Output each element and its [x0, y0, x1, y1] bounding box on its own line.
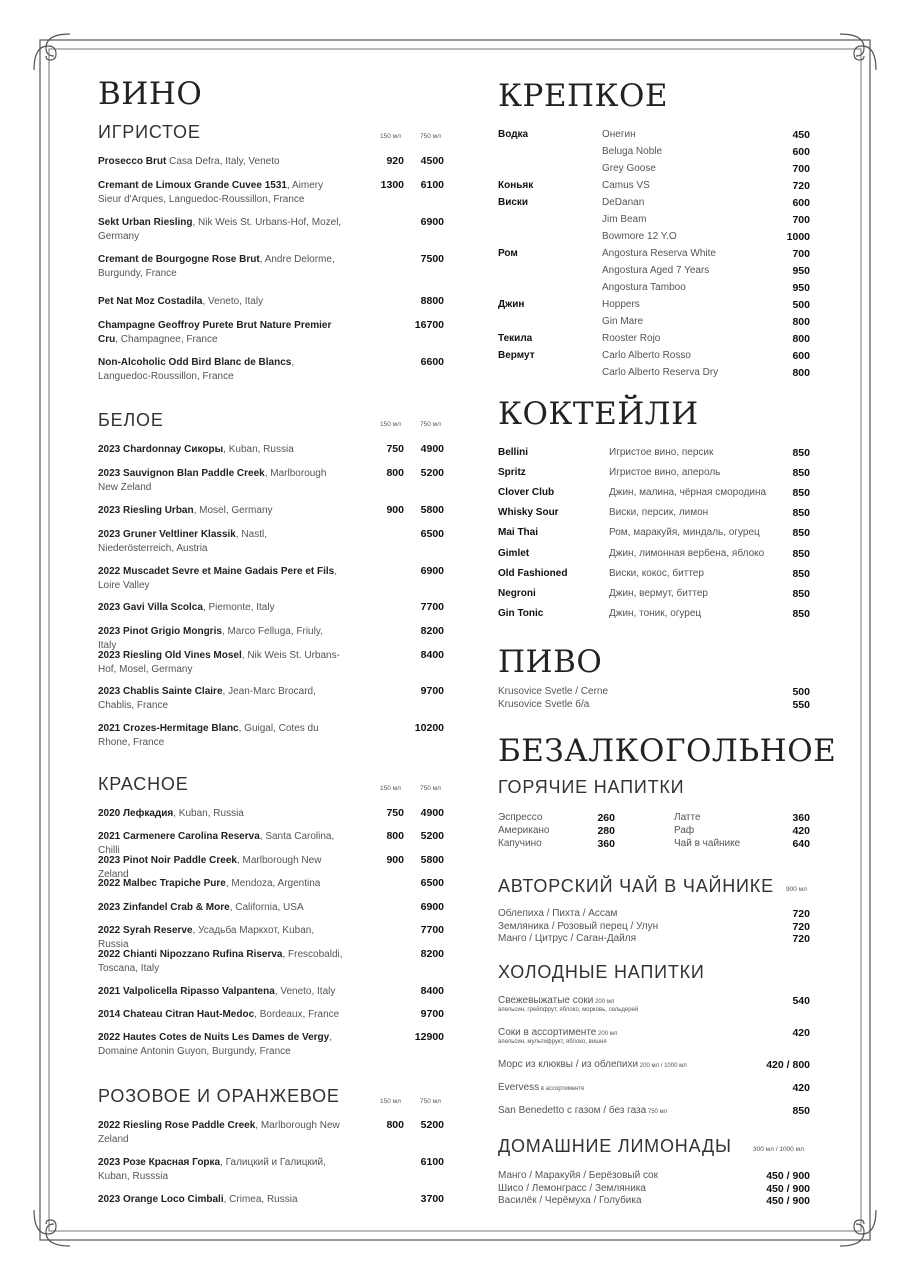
wine-origin: , Kuban, Russia [173, 808, 244, 819]
hot-drink-name: Американо [498, 824, 550, 836]
spirits-title: КРЕПКОЕ [498, 78, 669, 114]
cold-drink-item [498, 1082, 585, 1096]
wine-name: 2023 Розе Красная Горка [98, 1157, 221, 1168]
wine-name: 2023 Chablis Sainte Claire [98, 686, 223, 697]
spirit-name: Angostura Reserva White [602, 248, 716, 259]
cocktail-name: Whisky Sour [498, 507, 559, 519]
wine-item [98, 948, 343, 976]
cold-drink-name: San Benedetto с газом / без газа [498, 1105, 647, 1116]
lemonade-vol: 300 мл / 1000 мл [753, 1146, 804, 1153]
wine-name: Prosecco Brut [98, 156, 167, 167]
beer-name: Krusovice Svetle / Cerne [498, 686, 609, 697]
wine-origin: , Jean-Marc Brocard, Chablis, France [98, 686, 316, 711]
red-vol-750: 750 мл [420, 785, 441, 792]
tea-price: 720 [792, 933, 810, 945]
cocktail-ingredients: Джин, вермут, биттер [609, 587, 708, 599]
wine-origin: , Champagnee, France [115, 334, 218, 345]
wine-name: 2023 Chardonnay Сикоры [98, 444, 224, 455]
spirit-name: Angostura Aged 7 Years [602, 265, 710, 276]
price-750: 5800 [420, 854, 444, 866]
tea-price: 720 [792, 908, 810, 920]
spirit-price: 450 [792, 129, 810, 141]
cold-drink-price: 420 [792, 1082, 810, 1094]
wine-item [98, 565, 343, 593]
lemonade-name: Шисо / Лемонграсс / Земляника [498, 1182, 646, 1194]
price-750: 5200 [420, 1119, 444, 1131]
hot-drink-price: 360 [792, 812, 810, 824]
wine-title: ВИНО [98, 76, 203, 112]
spirit-category: Виски [498, 197, 529, 208]
spirit-name: Carlo Alberto Rosso [602, 350, 691, 361]
spirit-price: 600 [792, 350, 810, 362]
rose-vol-150: 150 мл [380, 1098, 401, 1105]
sparkling-vol-750: 750 мл [420, 133, 441, 140]
sparkling-vol-150: 150 мл [380, 133, 401, 140]
beer-price: 550 [792, 698, 810, 711]
wine-origin: , Aimery Sieur d'Arques, Languedoc-Roussillon, France [98, 180, 324, 205]
price-750: 16700 [414, 319, 444, 331]
price-750: 10200 [414, 722, 444, 734]
hot-drink-price: 640 [792, 837, 810, 850]
wine-item [98, 179, 343, 207]
white-vol-750: 750 мл [420, 421, 441, 428]
cocktail-ingredients: Ром, маракуйя, миндаль, огурец [609, 527, 760, 539]
wine-origin: , Santa Carolina, Chilli [98, 831, 335, 856]
wine-item [98, 443, 343, 457]
cocktail-price: 850 [792, 447, 810, 459]
spirit-name: Онегин [602, 129, 636, 140]
spirit-name: Beluga Noble [602, 146, 663, 157]
cocktail-price: 850 [792, 587, 810, 600]
wine-item [98, 649, 343, 677]
price-750: 9700 [420, 685, 444, 697]
rose-vol-750: 750 мл [420, 1098, 441, 1105]
cocktail-price: 850 [792, 607, 810, 620]
price-150: 800 [386, 467, 404, 479]
spirit-price: 600 [792, 146, 810, 158]
wine-origin: , Nastl, Niederösterreich, Austria [98, 529, 267, 554]
wine-name: Pet Nat Moz Costadila [98, 296, 203, 307]
wine-origin: , Marco Felluga, Friuly, Italy [98, 626, 323, 651]
cocktail-name: Gimlet [498, 547, 530, 559]
cocktail-price: 850 [792, 527, 810, 540]
cold-drink-price: 420 [792, 1027, 810, 1039]
cold-drink-volume: 200 мл / 1000 мл [638, 1063, 687, 1069]
spirit-price: 720 [792, 180, 810, 192]
cocktail-ingredients: Джин, лимонная вербена, яблоко [609, 547, 765, 559]
tea-name: Облепиха / Пихта / Ассам [498, 908, 618, 919]
cold-drink-volume: 200 мл [593, 999, 615, 1005]
wine-origin: , Marlborough New Zeland [98, 1120, 340, 1145]
wine-item [98, 155, 343, 169]
wine-item [98, 319, 343, 347]
wine-origin: , Mendoza, Argentina [225, 878, 321, 889]
cold-drink-volume: 750 мл [646, 1109, 668, 1115]
hot-drink-price: 360 [597, 837, 615, 850]
price-750: 8400 [420, 985, 444, 997]
cold-drink-name: Свежевыжатые соки [498, 995, 594, 1006]
wine-item [98, 807, 343, 821]
tea-title: АВТОРСКИЙ ЧАЙ В ЧАЙНИКЕ [498, 876, 774, 896]
spirit-name: Bowmore 12 Y.O [602, 231, 677, 242]
spirit-name: Camus VS [602, 180, 650, 191]
hot-drink-name: Эспрессо [498, 812, 543, 823]
wine-name: Cremant de Bourgogne Rose Brut [98, 254, 260, 265]
wine-name: 2020 Лефкадия [98, 808, 174, 819]
cocktail-name: Old Fashioned [498, 567, 568, 579]
wine-item [98, 253, 343, 281]
wine-item [98, 1031, 343, 1059]
wine-name: 2023 Riesling Old Vines Mosel [98, 650, 242, 661]
wine-name: 2022 Hautes Cotes de Nuits Les Dames de Vergy [98, 1032, 330, 1043]
cold-drink-name: Морс из клюквы / из облепихи [498, 1059, 639, 1070]
wine-item [98, 467, 343, 495]
cocktail-ingredients: Виски, персик, лимон [609, 507, 709, 519]
rose-title: РОЗОВОЕ И ОРАНЖЕВОЕ [98, 1086, 340, 1106]
price-150: 800 [386, 830, 404, 842]
cocktail-price: 850 [792, 467, 810, 480]
wine-origin: , Bordeaux, France [254, 1009, 340, 1020]
wine-name: 2022 Syrah Reserve [98, 925, 193, 936]
price-750: 6600 [420, 356, 444, 368]
spirit-name: Angostura Tamboo [602, 282, 686, 293]
cocktail-price: 850 [792, 567, 810, 580]
wine-origin: , Guigal, Cotes du Rhone, France [98, 723, 319, 748]
spirit-price: 800 [792, 367, 810, 379]
lemonade-price: 450 / 900 [766, 1195, 810, 1207]
price-750: 6500 [420, 528, 444, 540]
price-150: 900 [386, 504, 404, 516]
price-750: 6500 [420, 877, 444, 889]
cold-drink-volume: 200 мл [596, 1031, 618, 1037]
wine-origin: , Domaine Antonin Guyon, Burgundy, France [98, 1032, 332, 1057]
wine-origin: , Veneto, Italy [274, 986, 336, 997]
price-750: 9700 [420, 1008, 444, 1020]
soft-title: БЕЗАЛКОГОЛЬНОЕ [498, 733, 837, 769]
cold-drink-options: апельсин, грейпфрут, яблоко, морковь, сельдерей [498, 1007, 639, 1013]
price-750: 6900 [420, 901, 444, 913]
spirit-price: 700 [792, 248, 810, 260]
tea-price: 720 [792, 920, 810, 933]
cocktail-name: Gin Tonic [498, 607, 544, 619]
spirit-price: 800 [792, 316, 810, 328]
wine-name: Champagne Geoffroy Purete Brut Nature Premier Cru [98, 320, 332, 345]
wine-origin: , California, USA [229, 902, 304, 913]
hot-drink-price: 280 [597, 824, 615, 837]
cocktails-title: КОКТЕЙЛИ [498, 396, 699, 432]
price-150: 750 [386, 807, 404, 819]
price-750: 4900 [420, 443, 444, 455]
lemonade-name: Манго / Маракуйя / Берёзовый сок [498, 1170, 658, 1181]
hot-drink-price: 420 [792, 824, 810, 837]
wine-origin: , Mosel, Germany [193, 505, 273, 516]
price-750: 4900 [420, 807, 444, 819]
spirit-name: DeDanan [602, 197, 645, 208]
wine-name: 2023 Gruner Veltliner Klassik [98, 529, 236, 540]
price-150: 750 [386, 443, 404, 455]
wine-origin: , Languedoc-Roussillon, France [98, 357, 295, 382]
spirit-price: 600 [792, 197, 810, 209]
wine-origin: , Marlborough New Zeland [98, 468, 327, 493]
wine-item [98, 901, 343, 915]
wine-item [98, 877, 343, 891]
spirit-category: Вермут [498, 350, 535, 361]
spirit-category: Текила [498, 333, 533, 344]
price-150: 800 [386, 1119, 404, 1131]
spirit-price: 700 [792, 163, 810, 175]
cold-drink-price: 420 / 800 [766, 1059, 810, 1071]
wine-origin: , Галицкий и Галицкий, Kuban, Russsia [98, 1157, 326, 1182]
wine-origin: , Loire Valley [98, 566, 338, 591]
price-750: 8200 [420, 948, 444, 960]
wine-origin: , Andre Delorme, Burgundy, France [98, 254, 335, 279]
hot-drink-price: 260 [597, 812, 615, 824]
wine-origin: , Piemonte, Italy [202, 602, 275, 613]
beer-title: ПИВО [498, 644, 603, 680]
wine-item [98, 216, 343, 244]
spirit-category: Ром [498, 248, 518, 259]
price-750: 6900 [420, 565, 444, 577]
wine-name: 2022 Malbec Trapiche Pure [98, 878, 226, 889]
spirit-price: 1000 [786, 231, 810, 243]
wine-origin: , Crimea, Russia [223, 1194, 298, 1205]
price-750: 5200 [420, 830, 444, 842]
wine-name: 2014 Chateau Citran Haut-Medoc [98, 1009, 255, 1020]
spirit-name: Grey Goose [602, 163, 656, 174]
price-150: 900 [386, 854, 404, 866]
cocktail-price: 850 [792, 487, 810, 500]
cocktail-price: 850 [792, 507, 810, 520]
wine-name: Non-Alcoholic Odd Bird Blanc de Blancs [98, 357, 292, 368]
spirit-name: Gin Mare [602, 316, 644, 327]
sparkling-title: ИГРИСТОЕ [98, 122, 201, 142]
wine-item [98, 1156, 343, 1184]
wine-name: Sekt Urban Riesling [98, 217, 193, 228]
wine-item [98, 985, 343, 999]
price-750: 3700 [420, 1193, 444, 1205]
price-750: 12900 [414, 1031, 444, 1043]
wine-item [98, 504, 343, 518]
hot-drink-name: Латте [674, 812, 701, 823]
cocktail-name: Negroni [498, 587, 536, 599]
spirit-price: 950 [792, 282, 810, 294]
wine-origin: , Veneto, Italy [202, 296, 264, 307]
wine-name: 2023 Orange Loco Cimbali [98, 1194, 224, 1205]
cocktail-ingredients: Игристое вино, персик [609, 447, 714, 458]
cocktail-ingredients: Игристое вино, апероль [609, 467, 721, 479]
cocktail-ingredients: Джин, малина, чёрная смородина [609, 487, 767, 499]
wine-item [98, 1193, 343, 1207]
wine-name: 2022 Chianti Nipozzano Rufina Riserva [98, 949, 283, 960]
price-750: 7500 [420, 253, 444, 265]
price-150: 920 [386, 155, 404, 167]
wine-name: 2022 Riesling Rose Paddle Creek [98, 1120, 256, 1131]
wine-item [98, 601, 343, 615]
wine-origin: , Marlborough New Zeland [98, 855, 322, 880]
white-vol-150: 150 мл [380, 421, 401, 428]
cold-drinks-title: ХОЛОДНЫЕ НАПИТКИ [498, 962, 705, 982]
price-750: 7700 [420, 924, 444, 936]
wine-name: 2023 Sauvignon Blan Paddle Creek [98, 468, 265, 479]
wine-name: 2023 Gavi Villa Scolca [98, 602, 203, 613]
cocktail-name: Clover Club [498, 487, 555, 499]
spirit-price: 800 [792, 333, 810, 345]
tea-name: Манго / Цитрус / Саган-Дайля [498, 933, 636, 944]
wine-name: 2021 Carmenere Carolina Reserva [98, 831, 260, 842]
spirit-category: Водка [498, 129, 529, 140]
hot-drinks-title: ГОРЯЧИЕ НАПИТКИ [498, 777, 685, 797]
price-750: 7700 [420, 601, 444, 613]
wine-item [98, 1119, 343, 1147]
wine-name: 2023 Zinfandel Crab & More [98, 902, 230, 913]
wine-origin: , Kuban, Russia [223, 444, 294, 455]
wine-origin: , Усадьба Маркхот, Kuban, Russia [98, 925, 315, 950]
price-750: 4500 [420, 155, 444, 167]
spirit-price: 700 [792, 214, 810, 226]
spirit-price: 500 [792, 299, 810, 311]
spirit-price: 950 [792, 265, 810, 277]
wine-name: 2022 Muscadet Sevre et Maine Gadais Pere et Fils [98, 566, 335, 577]
cold-drink-volume: в ассортименте [539, 1086, 585, 1092]
wine-item [98, 722, 343, 750]
wine-name: 2021 Valpolicella Ripasso Valpantena [98, 986, 275, 997]
hot-drink-name: Чай в чайнике [674, 837, 741, 849]
spirit-name: Rooster Rojo [602, 333, 661, 344]
cold-drink-name: Evervess [498, 1082, 540, 1093]
cold-drink-price: 850 [792, 1105, 810, 1117]
price-750: 6100 [420, 179, 444, 191]
wine-name: 2021 Crozes-Hermitage Blanc [98, 723, 239, 734]
wine-name: 2023 Riesling Urban [98, 505, 194, 516]
wine-origin: , Nik Weis St. Urbans-Hof, Mozel, Germany [98, 217, 342, 242]
cold-drink-item [498, 1059, 687, 1073]
lemonade-title: ДОМАШНИЕ ЛИМОНАДЫ [498, 1136, 732, 1156]
lemonade-price: 450 / 900 [766, 1182, 810, 1195]
wine-item [98, 685, 343, 713]
price-150: 1300 [380, 179, 404, 191]
spirit-name: Hoppers [602, 299, 640, 310]
hot-drink-name: Раф [674, 824, 695, 836]
price-750: 8800 [420, 295, 444, 307]
wine-name: 2023 Pinot Grigio Mongris [98, 626, 222, 637]
wine-origin: , Frescobaldi, Toscana, Italy [98, 949, 343, 974]
cocktail-name: Bellini [498, 447, 529, 458]
cold-drink-options: апельсин, мультифрукт, яблоко, вишня [498, 1039, 607, 1045]
spirit-category: Джин [498, 299, 525, 310]
price-750: 5800 [420, 504, 444, 516]
cocktail-ingredients: Виски, кокос, биттер [609, 567, 704, 579]
price-750: 6100 [420, 1156, 444, 1168]
cocktail-name: Mai Thai [498, 527, 539, 539]
lemonade-name: Василёк / Черёмуха / Голубика [498, 1195, 642, 1206]
spirit-name: Carlo Alberto Reserva Dry [602, 367, 719, 378]
spirit-category: Коньяк [498, 180, 534, 191]
price-750: 6900 [420, 216, 444, 228]
price-750: 8400 [420, 649, 444, 661]
tea-vol: 900 мл [786, 886, 807, 893]
wine-item [98, 1008, 343, 1022]
price-750: 5200 [420, 467, 444, 479]
cocktail-name: Spritz [498, 467, 526, 479]
cold-drink-item [498, 1105, 667, 1119]
cold-drink-price: 540 [792, 995, 810, 1007]
cocktail-ingredients: Джин, тоник, огурец [609, 607, 702, 619]
cold-drink-name: Соки в ассортименте [498, 1027, 597, 1038]
red-title: КРАСНОЕ [98, 774, 189, 794]
wine-item [98, 295, 343, 309]
price-750: 8200 [420, 625, 444, 637]
cocktail-price: 850 [792, 547, 810, 560]
beer-name: Krusovice Svetle б/а [498, 698, 590, 710]
tea-name: Земляника / Розовый перец / Улун [498, 920, 659, 932]
beer-price: 500 [792, 686, 810, 698]
wine-item [98, 528, 343, 556]
red-vol-150: 150 мл [380, 785, 401, 792]
wine-origin: Casa Defra, Italy, Veneto [166, 156, 280, 167]
lemonade-price: 450 / 900 [766, 1170, 810, 1182]
hot-drink-name: Капучино [498, 837, 542, 849]
spirit-name: Jim Beam [602, 214, 647, 225]
wine-item [98, 356, 343, 384]
wine-name: 2023 Pinot Noir Paddle Creek [98, 855, 237, 866]
wine-origin: , Nik Weis St. Urbans-Hof, Mosel, Germany [98, 650, 340, 675]
wine-name: Cremant de Limoux Grande Cuvee 1531 [98, 180, 287, 191]
white-title: БЕЛОЕ [98, 410, 164, 430]
